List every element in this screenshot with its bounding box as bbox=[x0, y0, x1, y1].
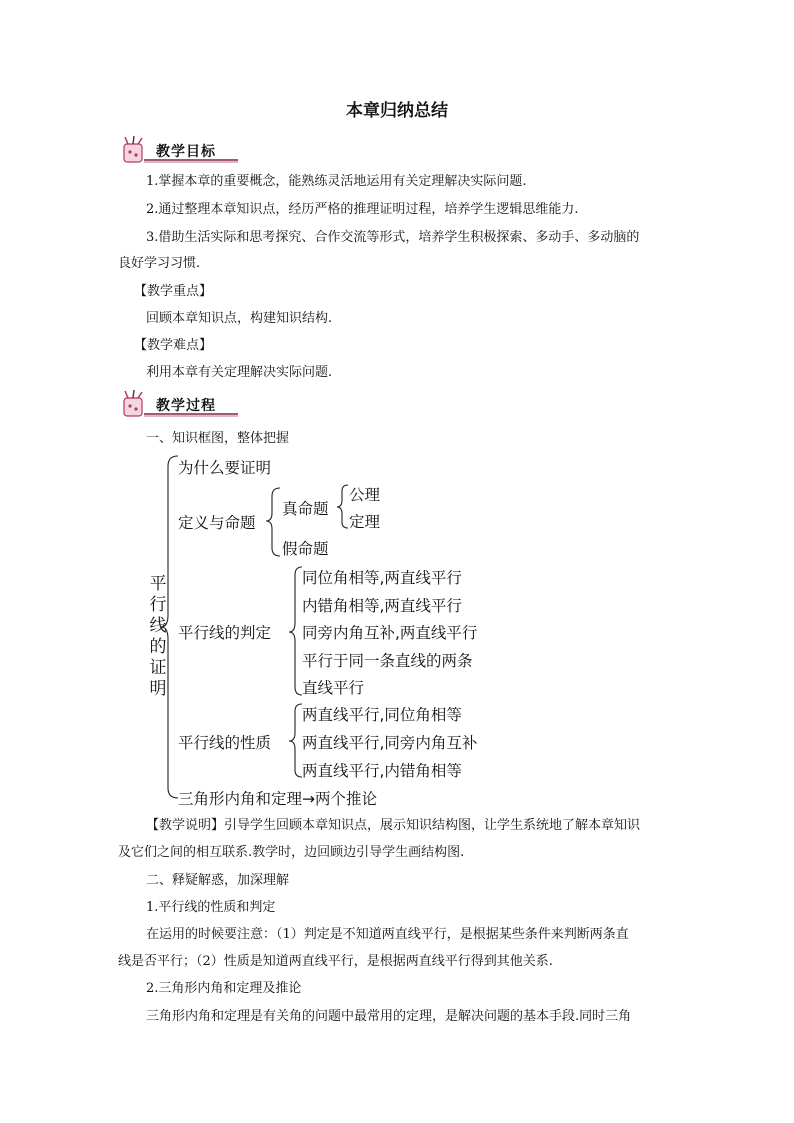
teaching-note: 及它们之间的相互联系.教学时，边回顾边引导学生画结构图. bbox=[118, 845, 465, 860]
map-node: 公理 bbox=[349, 486, 381, 504]
subsection-heading: 2.三角形内角和定理及推论 bbox=[146, 981, 302, 996]
map-node: 定义与命题 bbox=[178, 514, 256, 532]
section-label: 教学过程 bbox=[156, 398, 216, 414]
map-node: 同旁内角互补,两直线平行 bbox=[302, 624, 478, 642]
goal-item: 良好学习习惯. bbox=[118, 256, 201, 271]
map-node: 平行线的性质 bbox=[178, 734, 272, 752]
goal-item: 1.掌握本章的重要概念，能熟练灵活地运用有关定理解决实际问题. bbox=[146, 174, 527, 189]
paragraph: 线是否平行；（2）性质是知道两直线平行，是根据两直线平行得到其他关系. bbox=[118, 954, 553, 969]
map-node: 平行线的判定 bbox=[178, 624, 272, 642]
part1-heading: 一、知识框图，整体把握 bbox=[146, 431, 290, 446]
map-node: 真命题 bbox=[282, 500, 329, 518]
teaching-note: 【教学说明】引导学生回顾本章知识点，展示知识结构图，让学生系统地了解本章知识 bbox=[146, 818, 641, 833]
map-node: 两直线平行,同位角相等 bbox=[302, 706, 462, 724]
map-node: 直线平行 bbox=[302, 679, 365, 697]
map-node: 内错角相等,两直线平行 bbox=[302, 597, 462, 615]
paragraph: 三角形内角和定理是有关角的问题中最常用的定理，是解决问题的基本手段.同时三角 bbox=[146, 1009, 632, 1024]
map-node: 同位角相等,两直线平行 bbox=[302, 569, 462, 587]
map-node: 假命题 bbox=[282, 540, 329, 558]
paragraph: 在运用的时候要注意：（1）判定是不知道两直线平行，是根据某些条件来判断两条直 bbox=[146, 927, 629, 942]
difficulty-heading: 【教学难点】 bbox=[134, 338, 213, 353]
difficulty: 利用本章有关定理解决实际问题. bbox=[146, 365, 333, 380]
map-node: 三角形内角和定理→两个推论 bbox=[178, 790, 377, 808]
subsection-heading: 1.平行线的性质和判定 bbox=[146, 900, 276, 915]
map-root-title: 平行线的证明 bbox=[149, 574, 167, 699]
map-node: 为什么要证明 bbox=[178, 459, 272, 477]
key-point-heading: 【教学重点】 bbox=[134, 284, 213, 299]
key-point: 回顾本章知识点，构建知识结构. bbox=[146, 311, 333, 326]
map-node: 两直线平行,同旁内角互补 bbox=[302, 734, 478, 752]
page-title: 本章归纳总结 bbox=[346, 101, 448, 121]
part2-heading: 二、释疑解惑，加深理解 bbox=[146, 873, 290, 888]
section-label: 教学目标 bbox=[156, 144, 216, 160]
map-node: 平行于同一条直线的两条 bbox=[302, 652, 473, 670]
goal-item: 2.通过整理本章知识点，经历严格的推理证明过程，培养学生逻辑思维能力. bbox=[146, 202, 579, 217]
map-node: 定理 bbox=[349, 513, 381, 531]
map-node: 两直线平行,内错角相等 bbox=[302, 762, 462, 780]
goal-item: 3.借助生活实际和思考探究、合作交流等形式，培养学生积极探索、多动手、多动脑的 bbox=[146, 230, 640, 245]
